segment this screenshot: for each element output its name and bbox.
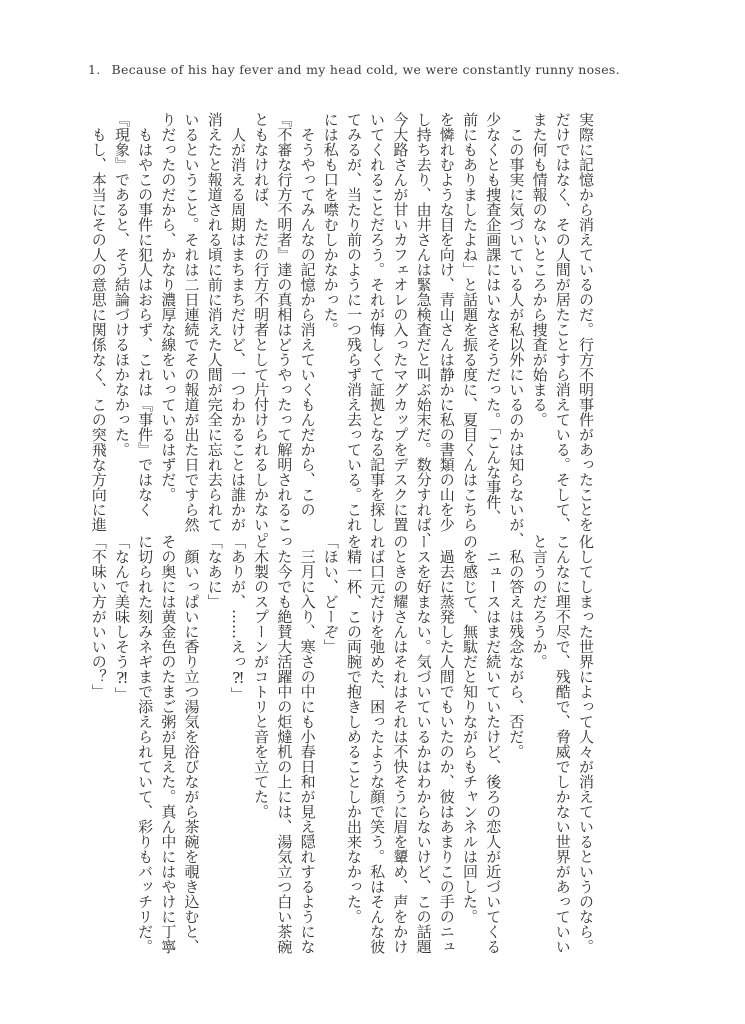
text-block-top — [86, 112, 597, 559]
text-line: 過去に蒸発した人間でもいたのか、彼はあまりこの手のニュ — [437, 534, 456, 954]
text-line: れば口元だけを弛めた、困ったような顔で笑う。私はそんな彼 — [368, 534, 387, 954]
text-line: こんなに理不尽で、残酷で、脅威でしかない世界があっていい — [553, 534, 572, 954]
text-line: のを感じて、無駄だと知りながらもチャンネルは回した。 — [460, 534, 479, 924]
text-line: と木製のスプーンがコトリと音を立てた。 — [252, 534, 271, 819]
text-line: のときの耀さんはそれはそれは不快そうに眉を顰め、声をかけ — [391, 534, 410, 954]
text-line: 「ほい、どーぞ」 — [321, 534, 340, 654]
footnote-text: Because of his hay fever and my head cold, we were constantly runny noses. — [111, 62, 620, 77]
text-line: を精一杯、この両腕で抱きしめることしか出来なかった。 — [344, 534, 363, 924]
text-line: に切られた刻みネギまで添えられていて、彩りもバッチリだ。 — [136, 534, 155, 954]
footnote — [88, 62, 620, 77]
text-line: 『不審な行方不明者』達の真相はどうやったって解明されるこ — [275, 112, 294, 532]
text-line: ともなければ、ただの行方不明者として片付けられるしかない。 — [252, 112, 271, 547]
text-line: 私の答えは残念ながら、否だ。 — [507, 534, 526, 759]
text-line: 人が消える周期はまちまちだけど、一つわかることは誰かが — [228, 112, 247, 532]
text-line: 「なあに」 — [205, 534, 224, 609]
text-line: を憐れむような目を向け、青山さんは静かに私の書類の山を少 — [437, 112, 456, 532]
text-line: この事実に気づいている人が私以外にいるのかは知らないが、 — [507, 112, 526, 547]
text-line: もし、本当にその人の意思に関係なく、この突飛な方向に進 — [89, 112, 108, 532]
text-line: 顔いっぱいに香り立つ湯気を浴びながら茶碗を覗き込むと、 — [182, 534, 201, 954]
text-line: その奥には黄金色のたまご粥が見えた。真ん中にはやけに丁寧 — [159, 534, 178, 954]
text-line: りだったのだから、かなり濃厚な線をいっているはずだ。 — [159, 112, 178, 502]
text-line: てみるが、当たり前のように一つ残らず消え去っている。これ — [344, 112, 363, 532]
text-line: 『現象』であると、そう結論づけるほかなかった。 — [112, 112, 131, 457]
text-line: 実際に記憶から消えているのだ。行方不明事件があったことを — [577, 112, 595, 532]
text-line: と言うのだろうか。 — [530, 534, 549, 669]
text-line: そうやってみんなの記憶から消えていくもんだから、この — [298, 112, 317, 517]
text-line: った今でも絶賛大活躍中の炬燵机の上には、湯気立つ白い茶碗 — [275, 534, 294, 954]
text-line: 化してしまった世界によって人々が消えているというのなら。 — [577, 534, 595, 954]
text-line: ースを好まない。気づいているかはわからないけど、この話題 — [414, 534, 433, 954]
text-line: 消えたと報道される頃に前に消えた人間が完全に忘れ去られて — [205, 112, 224, 532]
text-line: 今大路さんが甘いカフェオレの入ったマグカップをデスクに置 — [391, 112, 410, 532]
text-line: また何も情報のないところから捜査が始まる。 — [530, 112, 549, 427]
text-line: いてくれることだろう。それが悔しくて証拠となる記事を探し — [368, 112, 387, 532]
text-line: 少なくとも捜査企画課にはいなさそうだった。「こんな事件、 — [484, 112, 503, 525]
text-line: だけではなく、その人間が居たことすら消えている。そして、 — [553, 112, 572, 532]
footnote-number: 1. — [88, 62, 101, 77]
text-line: ニュースはまだ続いていたけど、後ろの恋人が近づいてくる — [484, 534, 503, 954]
text-line: 「不味い方がいいの？」 — [89, 534, 108, 699]
text-block-bottom — [86, 534, 597, 984]
text-line: 前にもありましたよね」と話題を振る度に、夏目くんはこちら — [460, 112, 479, 532]
text-line: には私も口を噤むしかなかった。 — [321, 112, 340, 337]
text-line: 「なんで美味しそう⁈」 — [112, 534, 131, 702]
text-line: いるということ。それは二日連続でその報道が出た日ですら然 — [182, 112, 201, 532]
text-line: 「ありが、……えっ⁈」 — [228, 534, 247, 702]
text-line: 三月に入り、寒さの中にも小春日和が見え隠れするようにな — [298, 534, 317, 954]
text-line: もはやこの事件に犯人はおらず、これは『事件』ではなく — [136, 112, 155, 517]
text-line: し持ち去り、由井さんは緊急検査だと叫ぶ始末だ。数分すれば、 — [414, 112, 433, 547]
